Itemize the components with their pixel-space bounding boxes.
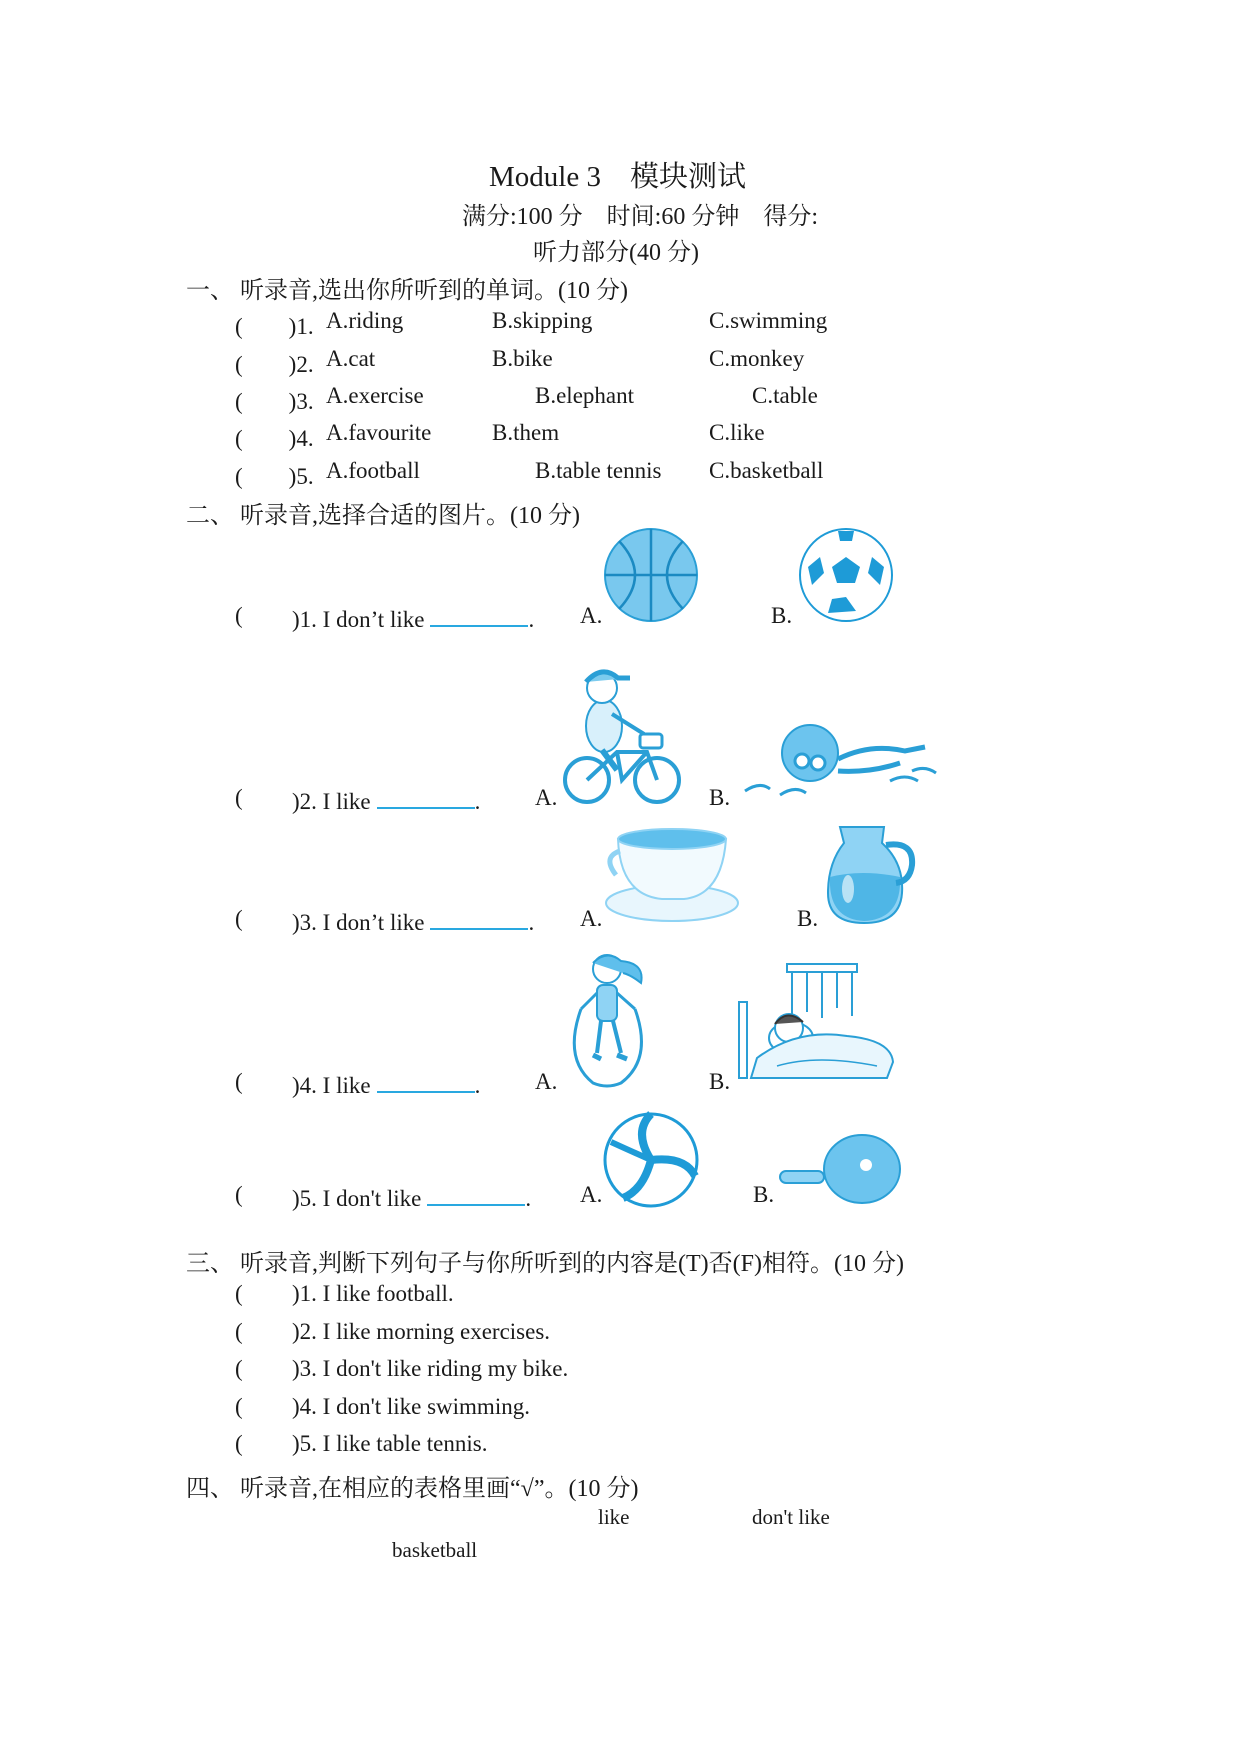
question-text: )3. I don’t like . [292, 906, 534, 936]
answer-bracket[interactable]: ( )5. [235, 464, 314, 489]
option-c: C.like [709, 420, 765, 445]
boy-sleeping-icon [737, 962, 897, 1082]
statement-text: )3. I don't like riding my bike. [292, 1356, 569, 1381]
choice-a-label: A. [580, 1182, 603, 1207]
statement-text: )5. I like table tennis. [292, 1431, 488, 1456]
swimmer-icon [740, 723, 940, 798]
question-text: )1. I don’t like . [292, 603, 534, 633]
choice-a-label: A. [535, 785, 558, 810]
girl-skipping-rope-icon [567, 949, 649, 1089]
choice-b-label: B. [709, 1069, 731, 1094]
choice-a-label: A. [580, 906, 603, 931]
answer-blank[interactable] [377, 1069, 475, 1093]
statement-text: )4. I don't like swimming. [292, 1394, 530, 1419]
question-text: )2. I like . [292, 785, 480, 815]
answer-bracket[interactable]: ( )2. [235, 352, 314, 377]
answer-bracket[interactable]: ( )4. [235, 426, 314, 451]
answer-blank[interactable] [430, 906, 528, 930]
option-c: C.basketball [709, 458, 824, 483]
ping-pong-paddle-icon [778, 1133, 902, 1207]
option-c: C.monkey [709, 346, 805, 371]
score-line: 满分:100 分 时间:60 分钟 得分: [462, 204, 819, 230]
section3-heading: 三、 听录音,判断下列句子与你所听到的内容是(T)否(F)相符。(10 分) [186, 1251, 904, 1277]
boy-riding-bike-icon [562, 662, 682, 807]
section4-heading: 四、 听录音,在相应的表格里画“√”。(10 分) [186, 1476, 639, 1502]
answer-bracket[interactable]: ( [235, 906, 243, 931]
answer-bracket[interactable]: ( [235, 1431, 243, 1456]
option-c: C.table [752, 383, 818, 408]
answer-bracket[interactable]: ( )3. [235, 389, 314, 414]
option-b: B.bike [492, 346, 553, 371]
answer-bracket[interactable]: ( [235, 1319, 243, 1344]
table-header-like: like [598, 1505, 630, 1529]
answer-bracket[interactable]: ( [235, 1394, 243, 1419]
choice-b-label: B. [771, 603, 793, 628]
option-b: B.table tennis [535, 458, 662, 483]
option-c: C.swimming [709, 308, 828, 333]
choice-b-label: B. [797, 906, 819, 931]
answer-bracket[interactable]: ( )1. [235, 314, 314, 339]
answer-blank[interactable] [427, 1182, 525, 1206]
table-header-dislike: don't like [752, 1505, 830, 1529]
basketball-icon [603, 527, 699, 623]
choice-a-label: A. [580, 603, 603, 628]
answer-blank[interactable] [377, 785, 475, 809]
section1-heading: 一、 听录音,选出你所听到的单词。(10 分) [186, 278, 628, 304]
question-text: )5. I don't like . [292, 1182, 531, 1212]
choice-b-label: B. [753, 1182, 775, 1207]
option-a: A.exercise [326, 383, 424, 408]
option-b: B.elephant [535, 383, 634, 408]
option-a: A.football [326, 458, 420, 483]
water-jug-icon [822, 819, 914, 927]
option-b: B.them [492, 420, 560, 445]
choice-b-label: B. [709, 785, 731, 810]
statement-text: )1. I like football. [292, 1281, 454, 1306]
answer-bracket[interactable]: ( [235, 1182, 243, 1207]
table-row-label: basketball [392, 1538, 478, 1562]
page-title: Module 3 模块测试 [489, 161, 746, 193]
part-title: 听力部分(40 分) [533, 240, 699, 266]
option-b: B.skipping [492, 308, 593, 333]
option-a: A.favourite [326, 420, 432, 445]
answer-bracket[interactable]: ( [235, 603, 243, 628]
choice-a-label: A. [535, 1069, 558, 1094]
question-text: )4. I like . [292, 1069, 480, 1099]
option-a: A.riding [326, 308, 404, 333]
answer-bracket[interactable]: ( [235, 1281, 243, 1306]
teacup-icon [602, 825, 742, 925]
section2-heading: 二、 听录音,选择合适的图片。(10 分) [186, 503, 580, 529]
answer-blank[interactable] [430, 603, 528, 627]
statement-text: )2. I like morning exercises. [292, 1319, 551, 1344]
volleyball-icon [603, 1112, 699, 1208]
soccer-ball-icon [798, 527, 894, 623]
answer-bracket[interactable]: ( [235, 1069, 243, 1094]
answer-bracket[interactable]: ( [235, 1356, 243, 1381]
answer-bracket[interactable]: ( [235, 785, 243, 810]
option-a: A.cat [326, 346, 376, 371]
